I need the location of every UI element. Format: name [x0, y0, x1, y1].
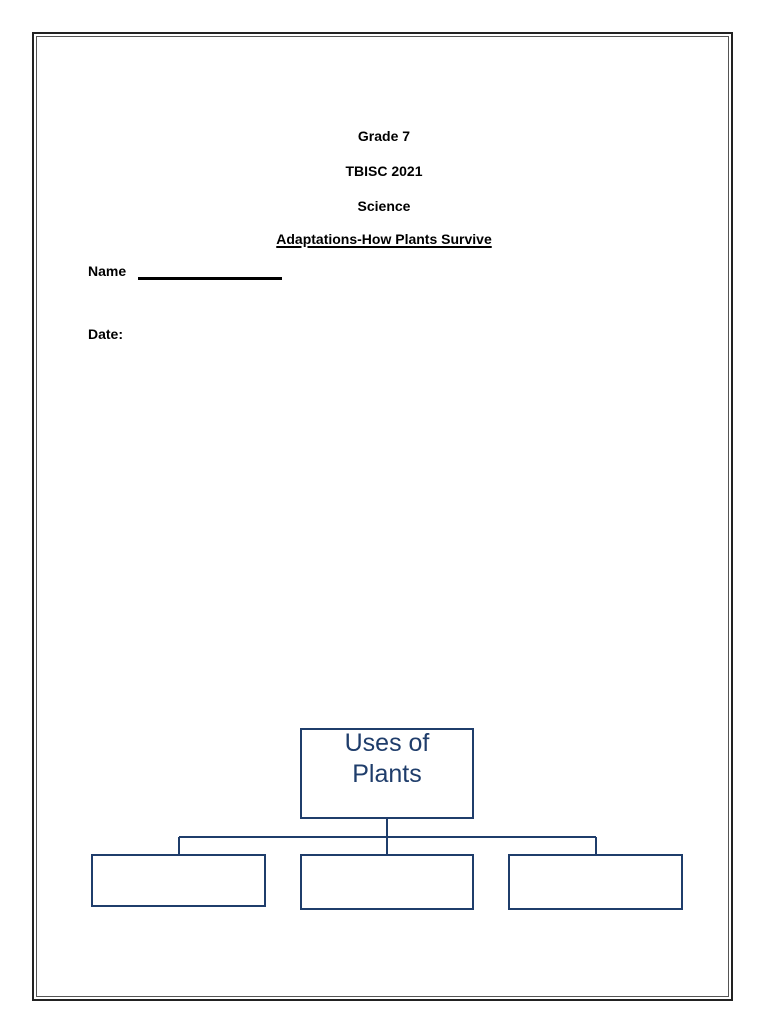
name-label: Name	[88, 263, 127, 279]
child-node-box-3	[509, 855, 682, 909]
child-node-box-2	[301, 855, 473, 909]
grade-heading: Grade 7	[357, 128, 411, 144]
date-label: Date:	[88, 326, 124, 342]
worksheet-title-text: Adaptations-How Plants Survive	[276, 231, 492, 247]
subject-heading: Science	[357, 198, 411, 214]
root-node-label	[300, 728, 474, 790]
root-node-label-line2: Plants	[352, 760, 422, 788]
child-node-box-1	[92, 855, 265, 906]
school-heading: TBISC 2021	[345, 163, 423, 179]
root-node-label-line1: Uses of	[344, 729, 430, 757]
